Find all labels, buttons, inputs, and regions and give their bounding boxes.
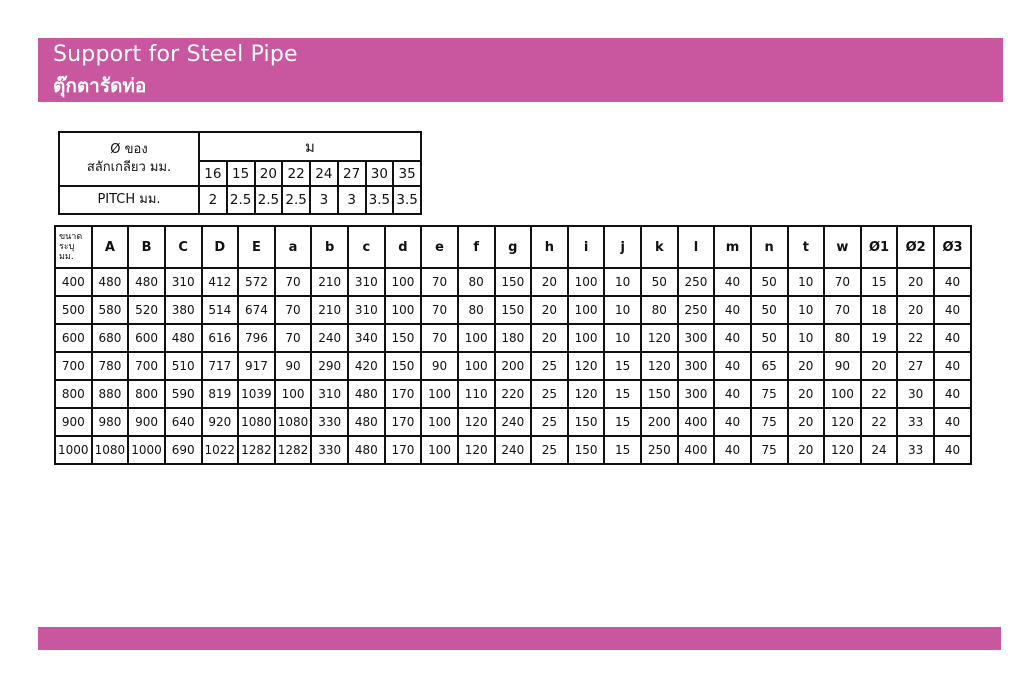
table-cell: 75 — [751, 380, 788, 408]
table-cell: 310 — [311, 380, 348, 408]
table-cell: 150 — [641, 380, 678, 408]
table-cell: 80 — [458, 296, 495, 324]
table-cell: 290 — [311, 352, 348, 380]
table-cell: 690 — [165, 436, 202, 464]
column-header: A — [92, 226, 129, 268]
header-band — [38, 38, 1003, 102]
table-cell: 10 — [788, 296, 825, 324]
column-header: Ø2 — [897, 226, 934, 268]
table-cell: 310 — [165, 268, 202, 296]
table-cell: 120 — [824, 436, 861, 464]
table-cell: 100 — [458, 352, 495, 380]
table-cell: 150 — [495, 296, 532, 324]
table-cell: 310 — [348, 296, 385, 324]
dimension-table-body — [55, 268, 971, 464]
column-header: C — [165, 226, 202, 268]
table-cell: 120 — [824, 408, 861, 436]
table-cell: 70 — [824, 268, 861, 296]
table-cell: 40 — [934, 324, 971, 352]
column-header: f — [458, 226, 495, 268]
column-header: b — [311, 226, 348, 268]
pitch-label: PITCH มม. — [59, 186, 199, 214]
table-cell: 70 — [275, 324, 312, 352]
table-cell: 917 — [238, 352, 275, 380]
table-cell: 380 — [165, 296, 202, 324]
table-cell: 920 — [202, 408, 239, 436]
table-cell: 22 — [861, 408, 898, 436]
table-cell: 340 — [348, 324, 385, 352]
table-cell: 1022 — [202, 436, 239, 464]
table-cell: 300 — [678, 324, 715, 352]
thread-pitch: 3.5 — [366, 186, 394, 214]
table-cell: 680 — [92, 324, 129, 352]
table-cell: 1282 — [275, 436, 312, 464]
table-cell: 20 — [531, 296, 568, 324]
table-cell: 120 — [458, 436, 495, 464]
table-cell: 100 — [421, 380, 458, 408]
table-cell: 30 — [897, 380, 934, 408]
table-cell: 70 — [421, 324, 458, 352]
column-header: e — [421, 226, 458, 268]
thread-pitch: 2.5 — [282, 186, 310, 214]
table-cell: 572 — [238, 268, 275, 296]
table-cell: 819 — [202, 380, 239, 408]
column-header: c — [348, 226, 385, 268]
table-cell: 300 — [678, 380, 715, 408]
thread-size: 24 — [310, 161, 338, 186]
table-cell: 80 — [458, 268, 495, 296]
column-header: Ø3 — [934, 226, 971, 268]
page-subtitle: ตุ๊กตารัดท่อ — [53, 75, 147, 97]
table-cell: 75 — [751, 408, 788, 436]
table-cell: 300 — [678, 352, 715, 380]
nominal-size-header-line: ขนาด — [59, 232, 83, 242]
table-cell: 25 — [531, 436, 568, 464]
table-cell: 65 — [751, 352, 788, 380]
table-cell: 180 — [495, 324, 532, 352]
table-cell: 80 — [641, 296, 678, 324]
thread-size: 22 — [282, 161, 310, 186]
table-cell: 170 — [385, 408, 422, 436]
table-cell: 170 — [385, 380, 422, 408]
table-cell: 514 — [202, 296, 239, 324]
table-cell: 20 — [861, 352, 898, 380]
table-row — [55, 268, 971, 296]
table-cell: 100 — [421, 408, 458, 436]
nominal-size-header — [55, 226, 92, 268]
table-cell: 120 — [568, 380, 605, 408]
table-cell: 1000 — [55, 436, 92, 464]
table-cell: 40 — [714, 380, 751, 408]
table-cell: 480 — [348, 436, 385, 464]
column-header: E — [238, 226, 275, 268]
table-cell: 100 — [568, 296, 605, 324]
table-cell: 250 — [678, 268, 715, 296]
thread-size: 15 — [227, 161, 255, 186]
thread-pitch: 3 — [338, 186, 366, 214]
table-cell: 780 — [92, 352, 129, 380]
table-cell: 40 — [934, 296, 971, 324]
table-cell: 20 — [531, 324, 568, 352]
table-cell: 170 — [385, 436, 422, 464]
table-cell: 400 — [678, 436, 715, 464]
table-cell: 50 — [751, 324, 788, 352]
table-cell: 27 — [897, 352, 934, 380]
table-cell: 100 — [458, 324, 495, 352]
bolt-diameter-label-line1: Ø ของ — [110, 141, 148, 157]
table-cell: 20 — [788, 436, 825, 464]
table-cell: 22 — [861, 380, 898, 408]
column-header: n — [751, 226, 788, 268]
table-cell: 1080 — [92, 436, 129, 464]
table-cell: 25 — [531, 408, 568, 436]
table-cell: 25 — [531, 352, 568, 380]
column-header: a — [275, 226, 312, 268]
table-cell: 100 — [421, 436, 458, 464]
table-cell: 400 — [678, 408, 715, 436]
table-cell: 100 — [568, 268, 605, 296]
table-cell: 796 — [238, 324, 275, 352]
table-cell: 700 — [55, 352, 92, 380]
table-cell: 75 — [751, 436, 788, 464]
table-cell: 40 — [714, 408, 751, 436]
dimension-table — [54, 225, 972, 465]
table-cell: 40 — [714, 436, 751, 464]
table-cell: 480 — [165, 324, 202, 352]
column-header: t — [788, 226, 825, 268]
column-header: j — [604, 226, 641, 268]
table-cell: 90 — [824, 352, 861, 380]
table-cell: 80 — [824, 324, 861, 352]
table-cell: 120 — [641, 324, 678, 352]
table-cell: 640 — [165, 408, 202, 436]
table-cell: 210 — [311, 296, 348, 324]
table-row — [55, 436, 971, 464]
table-cell: 900 — [55, 408, 92, 436]
table-cell: 100 — [385, 296, 422, 324]
table-cell: 120 — [568, 352, 605, 380]
table-cell: 40 — [934, 380, 971, 408]
column-header: h — [531, 226, 568, 268]
table-cell: 674 — [238, 296, 275, 324]
footer-band — [38, 627, 1001, 650]
table-cell: 590 — [165, 380, 202, 408]
column-header: w — [824, 226, 861, 268]
table-cell: 40 — [714, 268, 751, 296]
thread-pitch: 3 — [310, 186, 338, 214]
column-header: d — [385, 226, 422, 268]
table-cell: 400 — [55, 268, 92, 296]
table-cell: 10 — [788, 324, 825, 352]
column-header: g — [495, 226, 532, 268]
table-cell: 15 — [604, 408, 641, 436]
nominal-size-header-line: มม. — [59, 252, 74, 262]
table-cell: 717 — [202, 352, 239, 380]
table-row — [55, 352, 971, 380]
table-cell: 15 — [604, 436, 641, 464]
table-cell: 70 — [421, 268, 458, 296]
table-cell: 100 — [275, 380, 312, 408]
table-cell: 20 — [897, 268, 934, 296]
table-cell: 240 — [495, 408, 532, 436]
table-cell: 420 — [348, 352, 385, 380]
table-cell: 24 — [861, 436, 898, 464]
table-cell: 20 — [788, 408, 825, 436]
thread-spec-table — [58, 131, 422, 215]
column-header: l — [678, 226, 715, 268]
table-cell: 800 — [55, 380, 92, 408]
table-cell: 210 — [311, 268, 348, 296]
table-cell: 150 — [568, 436, 605, 464]
table-cell: 900 — [128, 408, 165, 436]
table-cell: 18 — [861, 296, 898, 324]
table-cell: 250 — [678, 296, 715, 324]
table-cell: 100 — [568, 324, 605, 352]
table-cell: 1080 — [238, 408, 275, 436]
table-cell: 240 — [495, 436, 532, 464]
table-cell: 10 — [604, 296, 641, 324]
table-cell: 19 — [861, 324, 898, 352]
bolt-diameter-label — [59, 132, 199, 186]
column-header: i — [568, 226, 605, 268]
table-cell: 480 — [348, 408, 385, 436]
table-cell: 250 — [641, 436, 678, 464]
table-cell: 40 — [714, 324, 751, 352]
thread-pitch: 2.5 — [227, 186, 255, 214]
table-cell: 1000 — [128, 436, 165, 464]
table-cell: 412 — [202, 268, 239, 296]
table-row — [55, 380, 971, 408]
table-cell: 40 — [934, 436, 971, 464]
table-cell: 500 — [55, 296, 92, 324]
table-cell: 120 — [641, 352, 678, 380]
table-cell: 10 — [788, 268, 825, 296]
table-cell: 200 — [641, 408, 678, 436]
thread-size: 16 — [199, 161, 227, 186]
table-cell: 150 — [495, 268, 532, 296]
thread-pitch: 2.5 — [255, 186, 283, 214]
table-cell: 20 — [788, 380, 825, 408]
column-header: D — [202, 226, 239, 268]
table-cell: 600 — [128, 324, 165, 352]
column-header: Ø1 — [861, 226, 898, 268]
thread-size: 20 — [255, 161, 283, 186]
bolt-diameter-label-line2: สลักเกลียว มม. — [86, 159, 172, 175]
table-cell: 33 — [897, 436, 934, 464]
table-cell: 200 — [495, 352, 532, 380]
table-cell: 310 — [348, 268, 385, 296]
table-cell: 616 — [202, 324, 239, 352]
table-cell: 70 — [824, 296, 861, 324]
table-cell: 150 — [568, 408, 605, 436]
table-cell: 580 — [92, 296, 129, 324]
table-cell: 40 — [934, 268, 971, 296]
table-cell: 20 — [788, 352, 825, 380]
table-cell: 150 — [385, 352, 422, 380]
thread-pitch: 3.5 — [393, 186, 421, 214]
thread-size: 27 — [338, 161, 366, 186]
table-cell: 22 — [897, 324, 934, 352]
table-cell: 150 — [385, 324, 422, 352]
table-cell: 10 — [604, 324, 641, 352]
table-cell: 700 — [128, 352, 165, 380]
table-cell: 70 — [421, 296, 458, 324]
table-cell: 40 — [934, 408, 971, 436]
table-cell: 980 — [92, 408, 129, 436]
table-cell: 480 — [348, 380, 385, 408]
table-cell: 15 — [604, 380, 641, 408]
table-cell: 480 — [128, 268, 165, 296]
column-header: B — [128, 226, 165, 268]
table-cell: 40 — [714, 296, 751, 324]
table-cell: 70 — [275, 296, 312, 324]
table-cell: 100 — [385, 268, 422, 296]
table-cell: 510 — [165, 352, 202, 380]
table-row — [55, 296, 971, 324]
table-cell: 70 — [275, 268, 312, 296]
thread-pitch: 2 — [199, 186, 227, 214]
table-cell: 1282 — [238, 436, 275, 464]
table-cell: 240 — [311, 324, 348, 352]
table-cell: 880 — [92, 380, 129, 408]
table-cell: 50 — [751, 296, 788, 324]
table-cell: 110 — [458, 380, 495, 408]
table-cell: 220 — [495, 380, 532, 408]
table-cell: 25 — [531, 380, 568, 408]
table-cell: 600 — [55, 324, 92, 352]
dimension-header-row — [55, 226, 971, 268]
page-title: Support for Steel Pipe — [53, 42, 298, 67]
table-cell: 520 — [128, 296, 165, 324]
table-cell: 90 — [421, 352, 458, 380]
table-cell: 15 — [604, 352, 641, 380]
table-row — [55, 408, 971, 436]
table-cell: 330 — [311, 436, 348, 464]
table-cell: 1080 — [275, 408, 312, 436]
table-cell: 50 — [641, 268, 678, 296]
table-cell: 40 — [934, 352, 971, 380]
nominal-size-header-line: ระบุ — [59, 242, 75, 252]
table-cell: 100 — [824, 380, 861, 408]
unit-header: ม — [199, 132, 421, 161]
table-cell: 90 — [275, 352, 312, 380]
column-header: m — [714, 226, 751, 268]
table-cell: 40 — [714, 352, 751, 380]
table-cell: 15 — [861, 268, 898, 296]
table-row — [55, 324, 971, 352]
thread-size: 30 — [366, 161, 394, 186]
thread-size: 35 — [393, 161, 421, 186]
table-cell: 33 — [897, 408, 934, 436]
table-cell: 330 — [311, 408, 348, 436]
table-cell: 10 — [604, 268, 641, 296]
column-header: k — [641, 226, 678, 268]
table-cell: 800 — [128, 380, 165, 408]
table-cell: 20 — [897, 296, 934, 324]
table-cell: 50 — [751, 268, 788, 296]
table-cell: 120 — [458, 408, 495, 436]
table-cell: 20 — [531, 268, 568, 296]
table-cell: 480 — [92, 268, 129, 296]
table-cell: 1039 — [238, 380, 275, 408]
